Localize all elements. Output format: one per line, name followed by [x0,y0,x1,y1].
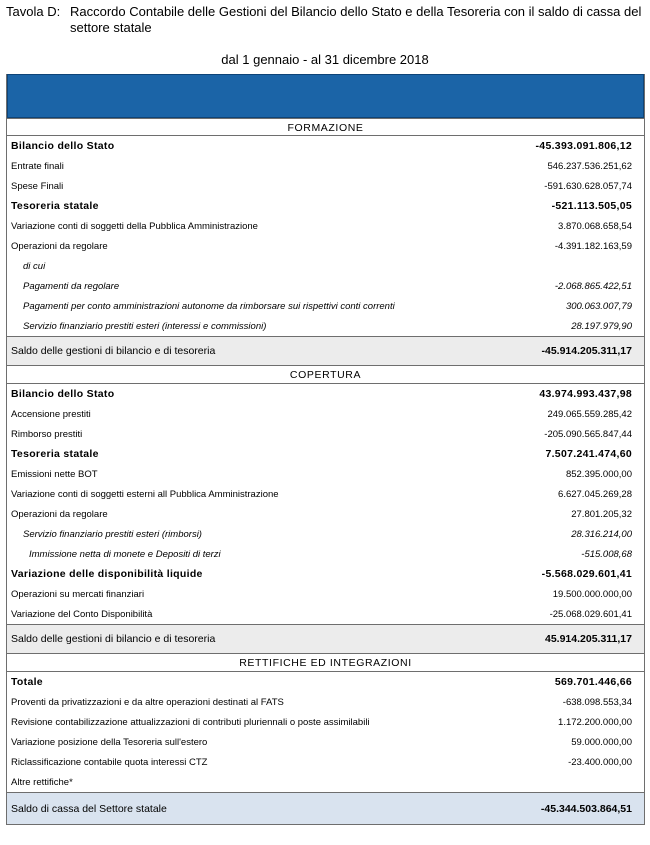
row-label: di cui [23,260,46,272]
row-value: 300.063.007,79 [565,300,632,312]
row-label: Revisione contabilizzazione attualizzazioni di contributi pluriennali o poste assimilabili [11,716,370,728]
row-value: 19.500.000.000,00 [552,588,632,600]
row-value: 43.974.993.437,98 [539,388,632,400]
row-value: -515.008,68 [581,548,632,560]
table-row [7,216,644,236]
row-label: Emissioni nette BOT [11,468,98,480]
total-value: 45.914.205.311,17 [544,633,632,645]
row-label: Bilancio dello Stato [11,140,115,152]
row-value: 27.801.205,32 [571,508,632,520]
reconciliation-table [6,74,645,825]
row-label: Proventi da privatizzazioni e da altre operazioni destinati al FATS [11,696,284,708]
row-label: Operazioni da regolare [11,508,108,520]
row-value: 6.627.045.269,28 [558,488,632,500]
table-row [7,544,644,564]
row-label: Totale [11,676,43,688]
row-value: 852.395.000,00 [565,468,632,480]
row-label: Tesoreria statale [11,200,99,212]
row-label: Immissione netta di monete e Depositi di terzi [29,548,221,560]
table-row [7,732,644,752]
table-row [7,772,644,792]
table-row [7,296,644,316]
table-row [7,692,644,712]
row-value: 28.197.979,90 [571,320,632,332]
row-label: Bilancio dello Stato [11,388,115,400]
table-row [7,316,644,336]
table-title [6,4,646,36]
section-header-formazione: FORMAZIONE [7,118,644,136]
table-row [7,156,644,176]
row-value: 546.237.536.251,62 [547,160,632,172]
row-value: 249.065.559.285,42 [547,408,632,420]
total-row-formazione [7,336,644,366]
total-label: Saldo delle gestioni di bilancio e di tesoreria [11,633,216,645]
row-value: -4.391.182.163,59 [554,240,632,252]
row-label: Operazioni su mercati finanziari [11,588,145,600]
row-value: -521.113.505,05 [551,200,632,212]
table-row [7,256,644,276]
table-number: Tavola D: [6,4,61,19]
row-value: -23.400.000,00 [568,756,632,768]
row-label: Operazioni da regolare [11,240,108,252]
table-row [7,564,644,584]
table-row [7,584,644,604]
row-value: -638.098.553,34 [562,696,632,708]
table-row [7,276,644,296]
row-label: Variazione del Conto Disponibilità [11,608,153,620]
table-row [7,236,644,256]
total-value: -45.914.205.311,17 [541,345,632,357]
row-value: 569.701.446,66 [554,676,632,688]
row-label: Pagamenti da regolare [23,280,120,292]
table-row [7,484,644,504]
row-label: Servizio finanziario prestiti esteri (interessi e commissioni) [23,320,267,332]
table-row [7,504,644,524]
table-row [7,136,644,156]
table-row [7,384,644,404]
row-label: Servizio finanziario prestiti esteri (rimborsi) [23,528,202,540]
row-label: Variazione conti di soggetti esterni all Pubblica Amministrazione [11,488,279,500]
table-row [7,464,644,484]
section-header-copertura: COPERTURA [7,366,644,384]
row-value: -591.630.628.057,74 [544,180,632,192]
row-value: -2.068.865.422,51 [554,280,632,292]
row-label: Pagamenti per conto amministrazioni autonome da rimborsare sui rispettivi conti correnti [23,300,395,312]
row-label: Rimborso prestiti [11,428,83,440]
row-value: -5.568.029.601,41 [541,568,632,580]
table-row [7,404,644,424]
table-row [7,444,644,464]
table-row [7,604,644,624]
total-value: -45.344.503.864,51 [540,802,632,815]
row-value: 28.316.214,00 [571,528,632,540]
row-label: Riclassificazione contabile quota interessi CTZ [11,756,208,768]
row-value: 7.507.241.474,60 [545,448,632,460]
total-row-copertura [7,624,644,654]
row-label: Variazione conti di soggetti della Pubblica Amministrazione [11,220,258,232]
row-label: Altre rettifiche* [11,776,73,788]
table-title-text: Raccordo Contabile delle Gestioni del Bilancio dello Stato e della Tesoreria con il saldo di cassa del settore statale [70,4,642,35]
row-value: 3.870.068.658,54 [558,220,632,232]
row-label: Entrate finali [11,160,64,172]
row-value: 59.000.000,00 [571,736,632,748]
table-header-band [7,74,644,118]
row-label: Variazione delle disponibilità liquide [11,568,203,580]
table-row [7,424,644,444]
table-row [7,176,644,196]
row-value: -205.090.565.847,44 [544,428,632,440]
row-label: Accensione prestiti [11,408,91,420]
row-label: Spese Finali [11,180,64,192]
table-row [7,752,644,772]
row-value: 1.172.200.000,00 [558,716,632,728]
period-subtitle: dal 1 gennaio - al 31 dicembre 2018 [221,52,429,67]
table-row [7,524,644,544]
row-value: -45.393.091.806,12 [535,140,632,152]
total-label: Saldo delle gestioni di bilancio e di tesoreria [11,345,216,357]
table-row [7,196,644,216]
total-row-saldo-cassa [7,792,644,824]
row-label: Tesoreria statale [11,448,99,460]
row-label: Variazione posizione della Tesoreria sull'estero [11,736,208,748]
table-row [7,712,644,732]
section-header-rettifiche: RETTIFICHE ED INTEGRAZIONI [7,654,644,672]
total-label: Saldo di cassa del Settore statale [11,802,167,815]
row-value: -25.068.029.601,41 [549,608,632,620]
table-row [7,672,644,692]
